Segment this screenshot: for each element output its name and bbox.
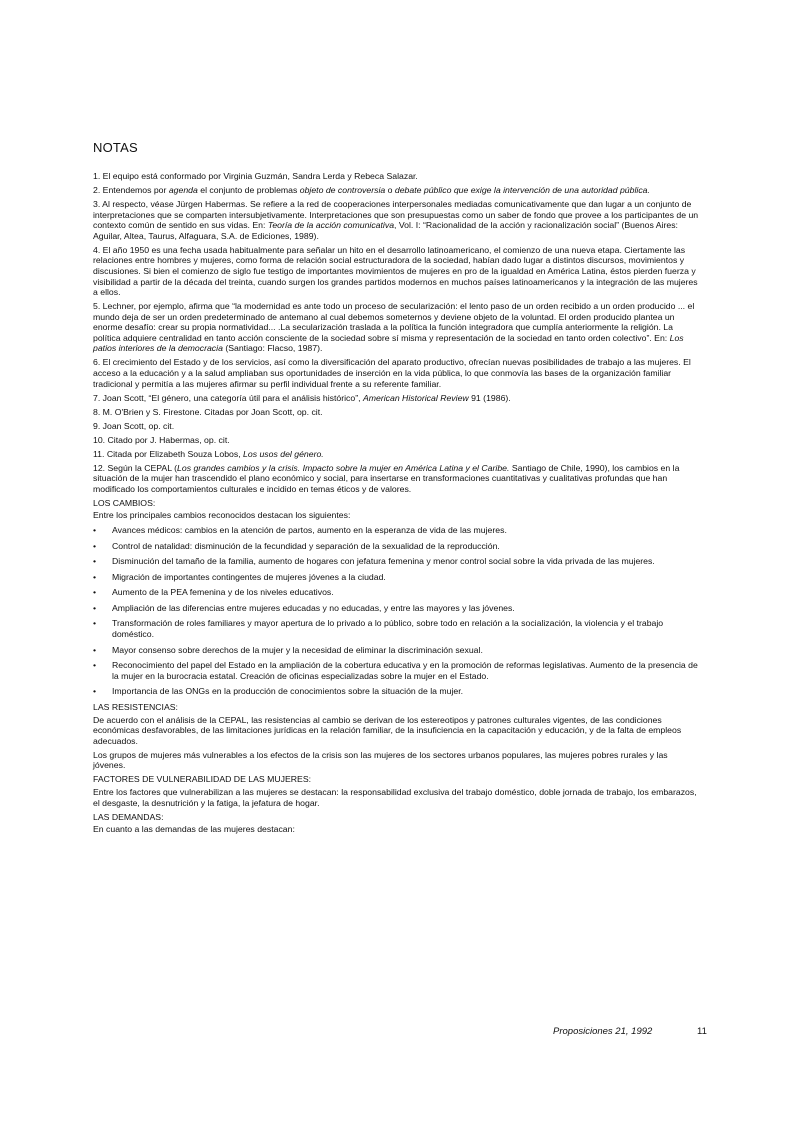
footnote-text: 10. Citado por J. Habermas, op. cit. <box>93 434 230 445</box>
footnote-italic-text: American Historical Review <box>362 392 469 403</box>
footnote-text: o <box>385 184 395 195</box>
page-footer <box>553 1026 707 1037</box>
footnote-2 <box>93 185 700 196</box>
list-item-text: Control de natalidad: disminución de la fecundidad y separación de la sexualidad de la reproducción. <box>112 540 500 551</box>
bullet-icon: • <box>93 571 97 582</box>
bullet-icon: • <box>93 524 97 535</box>
footnote-text: (Santiago: Flacso, 1987). <box>222 343 323 354</box>
resistencias-paragraphs <box>93 715 700 771</box>
footnote-3 <box>93 199 700 241</box>
list-item-text: Avances médicos: cambios en la atención de partos, aumento en la esperanza de vida de las mujeres. <box>112 524 507 535</box>
bullet-icon: • <box>93 644 97 655</box>
list-item-text: Aumento de la PEA femenina y de los niveles educativos. <box>112 587 334 598</box>
resistencias-paragraph: Los grupos de mujeres más vulnerables a los efectos de la crisis son las mujeres de los sectores urbanos populares, las mujeres pobres rurales y las jóvenes. <box>93 749 668 771</box>
bullet-icon: • <box>93 602 97 613</box>
footnote-italic-text: agenda <box>168 184 198 195</box>
cambios-list-item <box>93 541 700 552</box>
footer-source: Proposiciones 21, 1992 <box>553 1026 653 1037</box>
cambios-list-item <box>93 618 700 639</box>
list-item-text: Importancia de las ONGs en la producción de conocimientos sobre la situación de la mujer. <box>112 686 464 697</box>
footnote-8 <box>93 407 700 418</box>
factores-paragraphs <box>93 787 700 808</box>
footnote-text: 3. Al respecto, véase Jürgen Habermas. Se refiere a la red de cooperaciones interpersonales mediadas comunicativamente que dan lugar a un conjunto de interpretaciones que se comparten intersubjetivamente. Interpretaciones que son presupuestas como un saber de fondo que provee a los participantes de un contexto común de sentido en sus vidas. En: <box>93 198 699 231</box>
page-number: 11 <box>697 1026 707 1037</box>
footnote-text: 9. Joan Scott, op. cit. <box>93 420 175 431</box>
footnote-italic-text: debate público que exige la intervención de una autoridad pública. <box>394 184 650 195</box>
section-title-resistencias: LAS RESISTENCIAS: <box>93 702 178 713</box>
footnote-1 <box>93 171 700 182</box>
bullet-icon: • <box>93 686 97 697</box>
footnote-text: 7. Joan Scott, “El género, una categoría útil para el análisis histórico”, <box>93 392 363 403</box>
cambios-list-item <box>93 603 700 614</box>
footnote-text: Santiago de Chile, 1990), los cambios en la situación de la mujer han trascendido el plano económico y social, para insertarse en transformaciones cuantitativas y cualitativas profundas que han modificado los comportamientos culturales e incidido en temas éticos y de valores. <box>93 462 680 494</box>
footnote-12 <box>93 463 700 495</box>
bullet-icon: • <box>93 618 97 629</box>
demandas-paragraph: En cuanto a las demandas de las mujeres destacan: <box>93 824 295 835</box>
footnote-italic-text: objeto de controversia <box>299 184 386 195</box>
list-item-text: Reconocimiento del papel del Estado en la ampliación de la cobertura educativa y en la promoción de reformas legislativas. Aumento de la presencia de la mujer en la burocracia estatal. Creación de oficinas especializadas sobre la mujer en el Estado. <box>112 660 698 681</box>
cambios-list-item <box>93 525 700 536</box>
footnote-italic-text: Los grandes cambios y la crisis. Impacto sobre la mujer en América Latina y el Caribe. <box>177 462 510 473</box>
cambios-list-item <box>93 660 700 681</box>
footnote-5 <box>93 301 700 354</box>
cambios-bullet-list <box>93 525 700 697</box>
cambios-list-item <box>93 686 700 697</box>
factores-paragraph: Entre los factores que vulnerabilizan a las mujeres se destacan: la responsabilidad exclusiva del trabajo doméstico, doble jornada de trabajo, los embarazos, el desgaste, la desnutrición y la fatiga, la jefatura de hogar. <box>93 786 697 808</box>
footnote-text: , Vol. I: “Racionalidad de la acción y racionalización social” (Buenos Aires: Aguilar, Altea, Taurus, Alfaguara, S.A. de Ediciones, 1989). <box>93 220 678 241</box>
footnote-text: 5. Lechner, por ejemplo, afirma que “la modernidad es ante todo un proceso de secularización: el lento paso de un orden recibido a un orden producido ... el mundo deja de ser un orden predeterminado de antemano al cual debemos someternos y deviene objeto de la voluntad. El orden producido plantea un enorme desafío: crear su propia normatividad... .La secularización traslada a la política la función integradora que cumplía anteriormente la religión. La política adquiere centralidad en tanto acción consciente de la sociedad sobre sí misma y representación de la sociedad en tanto orden colectivo”. En: <box>93 301 695 343</box>
bullet-icon: • <box>93 660 97 671</box>
resistencias-paragraph: De acuerdo con el análisis de la CEPAL, las resistencias al cambio se derivan de los estereotipos y patrones culturales vigentes, de las condiciones económicas desfavorables, de las limitaciones jurídicas en la relación familiar, de la insuficiencia en la capacitación y educación, y de la falta de empleos adecuados. <box>93 714 682 746</box>
list-item-text: Mayor consenso sobre derechos de la mujer y la necesidad de eliminar la discriminación sexual. <box>112 644 483 655</box>
footnote-text: el conjunto de problemas <box>197 184 300 195</box>
footnote-italic-text: Los usos del género. <box>243 448 324 459</box>
list-item-text: Disminución del tamaño de la familia, aumento de hogares con jefatura femenina y menor control social sobre la vida privada de las mujeres. <box>112 556 655 567</box>
bullet-icon: • <box>93 540 97 551</box>
footnote-text: 11. Citada por Elizabeth Souza Lobos, <box>93 448 244 459</box>
demandas-section <box>93 812 700 835</box>
cambios-section <box>93 498 700 697</box>
bullet-icon: • <box>93 556 97 567</box>
cambios-list-item <box>93 587 700 598</box>
footnote-text: 91 (1986). <box>468 392 511 403</box>
section-title-factores: FACTORES DE VULNERABILIDAD DE LAS MUJERES: <box>93 774 312 785</box>
cambios-intro: Entre los principales cambios reconocidos destacan los siguientes: <box>93 510 351 521</box>
footnote-italic-text: Los patios interiores de la democracia <box>93 332 684 354</box>
footnote-7 <box>93 393 700 404</box>
footnotes-list <box>93 171 700 494</box>
footnote-11 <box>93 449 700 460</box>
cambios-list-item <box>93 572 700 583</box>
section-title-cambios: LOS CAMBIOS: <box>93 497 156 508</box>
list-item-text: Transformación de roles familiares y mayor apertura de lo privado a lo público, sobre todo en relación a la socialización, la violencia y el trabajo doméstico. <box>112 618 664 640</box>
document-body <box>93 171 700 838</box>
footnote-italic-text: Teoría de la acción comunicativa <box>267 220 395 231</box>
notes-heading: NOTAS <box>93 140 138 155</box>
list-item-text: Migración de importantes contingentes de mujeres jóvenes a la ciudad. <box>112 571 386 582</box>
footnote-text: 4. El año 1950 es una fecha usada habitualmente para señalar un hito en el desarrollo latinoamericano, el comienzo de una nueva etapa. Ciertamente las relaciones entre hombres y mujeres, como forma de relación social estructuradora de la sociedad, habían dado lugar a distintos discursos, movimientos y discusiones. Si bien el comienzo de siglo fue testigo de importantes movimientos de mujeres en pro de la igualdad en América Latina, éstos pierden fuerza y visibilidad a partir de la década del treinta, cuando surgen los grandes partidos modernos en muchos países latinoamericanos y la integración de las mujeres a ellos. <box>93 244 698 298</box>
resistencias-section <box>93 702 700 771</box>
bullet-icon: • <box>93 587 97 598</box>
footnote-text: 8. M. O'Brien y S. Firestone. Citadas por Joan Scott, op. cit. <box>93 406 323 417</box>
cambios-list-item <box>93 645 700 656</box>
footnote-4 <box>93 245 700 298</box>
section-title-demandas: LAS DEMANDAS: <box>93 811 164 822</box>
factores-section <box>93 774 700 808</box>
footnote-text: 2. Entendemos por <box>93 184 169 195</box>
demandas-paragraphs <box>93 824 700 835</box>
footnote-6 <box>93 357 700 389</box>
footnote-10 <box>93 435 700 446</box>
cambios-list-item <box>93 556 700 567</box>
footnote-9 <box>93 421 700 432</box>
footnote-text: 12. Según la CEPAL ( <box>93 462 178 473</box>
footnote-text: 6. El crecimiento del Estado y de los servicios, así como la diversificación del aparato productivo, ofrecían nuevas posibilidades de trabajo a las mujeres. El acceso a la educación y a la salud ampliaban sus oportunidades de inserción en la vida pública, lo que conmovía las bases de la organización familiar tradicional y permitía a las mujeres afirmar su perfil individual frente a su referente familiar. <box>93 357 691 389</box>
list-item-text: Ampliación de las diferencias entre mujeres educadas y no educadas, y entre las mayores y las jóvenes. <box>112 602 515 613</box>
footnote-text: 1. El equipo está conformado por Virginia Guzmán, Sandra Lerda y Rebeca Salazar. <box>93 171 418 181</box>
